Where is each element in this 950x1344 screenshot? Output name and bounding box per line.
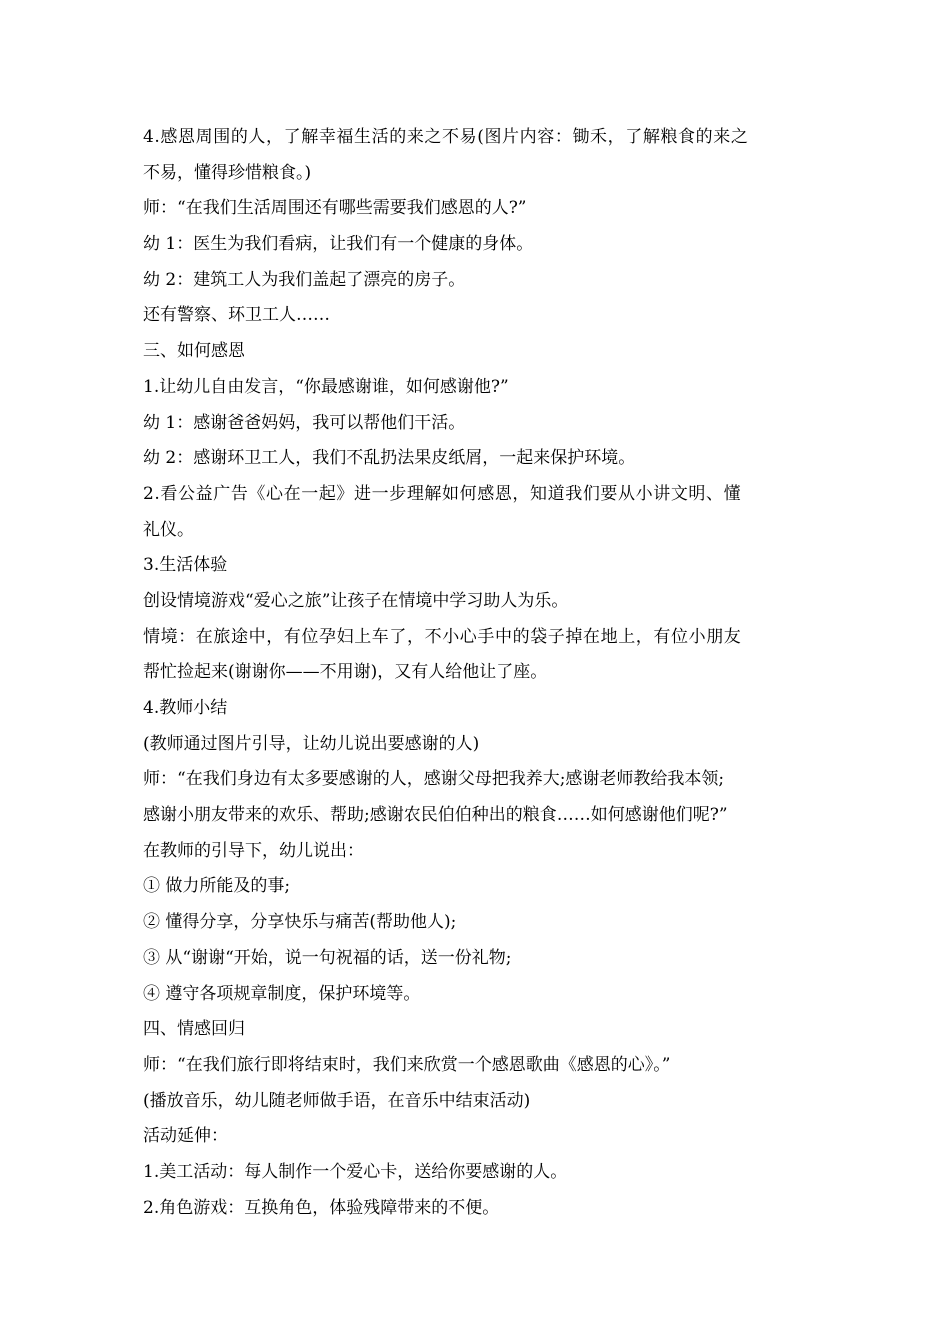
list-item: ④ 遵守各项规章制度，保护环境等。 bbox=[143, 983, 421, 1004]
text-line: 还有警察、环卫工人…… bbox=[143, 305, 330, 326]
text-line: 情境：在旅途中，有位孕妇上车了，不小心手中的袋子掉在地上，有位小朋友 bbox=[143, 626, 742, 647]
text-line: 3.生活体验 bbox=[143, 555, 228, 576]
text-line: (播放音乐，幼儿随老师做手语，在音乐中结束活动) bbox=[143, 1090, 531, 1111]
text-line: 1.让幼儿自由发言，“你最感谢谁，如何感谢他?” bbox=[143, 376, 509, 397]
text-line: 幼 2：建筑工人为我们盖起了漂亮的房子。 bbox=[143, 269, 466, 290]
text-line: 4.教师小结 bbox=[143, 698, 228, 718]
text-line: 师：“在我们生活周围还有哪些需要我们感恩的人?” bbox=[143, 198, 527, 219]
text-line: 幼 1：感谢爸爸妈妈，我可以帮他们干活。 bbox=[143, 412, 466, 433]
section-heading: 三、如何感恩 bbox=[143, 341, 245, 362]
text-line: 2.看公益广告《心在一起》进一步理解如何感恩，知道我们要从小讲文明、懂 bbox=[143, 483, 742, 504]
text-line: 不易，懂得珍惜粮食。) bbox=[143, 162, 312, 183]
text-line: 幼 2：感谢环卫工人，我们不乱扔法果皮纸屑，一起来保护环境。 bbox=[143, 448, 636, 469]
text-line: 1.美工活动：每人制作一个爱心卡，送给你要感谢的人。 bbox=[143, 1161, 568, 1182]
text-line: 帮忙捡起来(谢谢你——不用谢)，又有人给他让了座。 bbox=[143, 662, 548, 683]
text-line: 在教师的引导下，幼儿说出： bbox=[143, 840, 364, 861]
list-item: ③ 从“谢谢“开始，说一句祝福的话，送一份礼物; bbox=[143, 947, 512, 968]
text-line: 4.感恩周围的人，了解幸福生活的来之不易(图片内容：锄禾，了解粮食的来之 bbox=[143, 127, 749, 147]
text-line: (教师通过图片引导，让幼儿说出要感谢的人) bbox=[143, 733, 480, 754]
text-line: 幼 1：医生为我们看病，让我们有一个健康的身体。 bbox=[143, 234, 534, 255]
text-line: 活动延伸： bbox=[143, 1126, 228, 1147]
text-line: 师：“在我们旅行即将结束时，我们来欣赏一个感恩歌曲《感恩的心》。” bbox=[143, 1054, 671, 1075]
text-line: 感谢小朋友带来的欢乐、帮助;感谢农民伯伯种出的粮食……如何感谢他们呢?” bbox=[143, 805, 728, 826]
text-line: 师：“在我们身边有太多要感谢的人，感谢父母把我养大;感谢老师教给我本领; bbox=[143, 769, 725, 790]
list-item: ① 做力所能及的事; bbox=[143, 876, 291, 897]
section-heading: 四、情感回归 bbox=[143, 1019, 245, 1040]
text-line: 礼仪。 bbox=[143, 519, 194, 540]
list-item: ② 懂得分享，分享快乐与痛苦(帮助他人); bbox=[143, 912, 457, 933]
text-line: 2.角色游戏：互换角色，体验残障带来的不便。 bbox=[143, 1197, 500, 1218]
text-line: 创设情境游戏“爱心之旅”让孩子在情境中学习助人为乐。 bbox=[143, 590, 569, 611]
document-page bbox=[143, 120, 813, 1226]
